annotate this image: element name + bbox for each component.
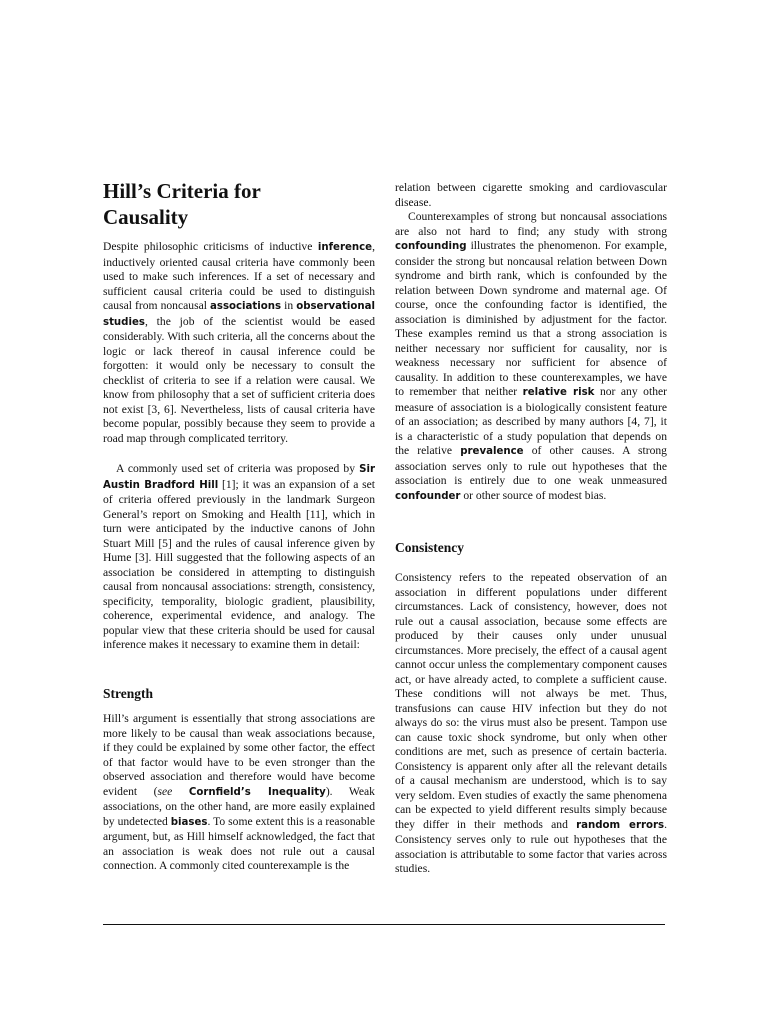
- section-heading-strength: Strength: [103, 686, 154, 701]
- keyword-link[interactable]: prevalence: [460, 446, 524, 457]
- title-line-1: Hill’s Criteria for: [103, 179, 261, 203]
- keyword-link[interactable]: inference: [317, 242, 373, 253]
- counterexamples-paragraph: Counterexamples of strong but noncausal associations are also not hard to find; any study with strong confounding illustrates the phenomenon. For example, consider the strong but noncausal relation between Down syndrome and birth rank, which is confounded by the relation between Down syndrome and maternal age. Of course, once the confounding factor is identified, the association is diminished by adjustment for the factor. These examples remind us that a strong association is neither necessary nor sufficient for causality, nor is weakness necessary nor sufficient for absence of causality. In addition to these counterexamples, we have to remember that neither relative risk nor any other measure of association is a biologically consistent feature of an association; as described by many authors [4, 7], it is a characteristic of a study population that depends on the relative prevalence of other causes. A strong association serves only to rule out hypotheses that the association is entirely due to one weak unmeasured confounder or other source of modest bias.: [395, 210, 667, 502]
- intro-paragraph: Despite philosophic criticisms of inductive inference, inductively oriented causal criteria have commonly been used to make such inferences. If a set of necessary and sufficient causal criteria could be used to distinguish causal from noncausal associations in observational studies, the job of the scientist would be eased considerably. With such criteria, all the concerns about the logic or lack thereof in causal inference could be forgotten: it would only be necessary to consult the checklist of criteria to see if a relation were causal. We know from philosophy that a set of sufficient criteria does not exist [3, 6]. Nevertheless, lists of causal criteria have become popular, possibly because they seem to provide a road map through complicated territory.: [103, 240, 375, 445]
- keyword-link[interactable]: confounding: [395, 241, 467, 252]
- keyword-link[interactable]: biases: [170, 816, 208, 828]
- keyword-link[interactable]: associations: [210, 301, 282, 312]
- consistency-paragraph: Consistency refers to the repeated observation of an association in different populations under different circumstances. Lack of consistency, however, does not rule out a causal association, because some effects are produced by their causes only under unusual circumstances. More precisely, the effect of a causal agent cannot occur unless the complementary component causes act, or have already acted, to complete a sufficient cause. These conditions will not always be met. Thus, transfusions can cause HIV infection but they do not always do so: the virus must also be present. Tampon use can cause toxic shock syndrome, but only when other conditions are met, such as presence of certain bacteria. Consistency is apparent only after all the relevant details of a causal mechanism are understood, which is to say very seldom. Even studies of exactly the same phenomena can be expected to yield different results simply because they differ in their methods and random errors. Consistency serves only to rule out hypotheses that the association is attributable to some factor that varies across studies.: [395, 571, 667, 875]
- hill-criteria-paragraph: A commonly used set of criteria was proposed by Sir Austin Bradford Hill [1]; it was an expansion of a set of criteria offered previously in the landmark Surgeon General’s report on Smoking and Health [11], which in turn were anticipated by the inductive canons of John Stuart Mill [5] and the rules of causal inference given by Hume [3]. Hill suggested that the following aspects of an association be considered in attempting to distinguish causal from noncausal associations: strength, consistency, specificity, temporality, biologic gradient, plausibility, coherence, experimental evidence, and analogy. The popular view that these criteria should be used for causal inference makes it necessary to examine them in detail:: [103, 462, 375, 651]
- article-title: [103, 178, 375, 230]
- keyword-link[interactable]: Sir Austin Bradford Hill: [103, 464, 375, 491]
- strength-paragraph: Hill’s argument is essentially that strong associations are more likely to be causal than weak associations because, if they could be explained by some other factor, the effect of that factor would have to be even stronger than the observed association and therefore would have become evident (see Cornfield’s Inequality). Weak associations, on the other hand, are more easily explained by undetected biases. To some extent this is a reasonable argument, but, as Hill himself acknowledged, the fact that an association is weak does not rule out a causal connection. A commonly cited counterexample is the: [103, 712, 375, 872]
- strength-continuation-paragraph: relation between cigarette smoking and cardiovascular disease.: [395, 181, 667, 209]
- keyword-link[interactable]: observational studies: [103, 301, 375, 328]
- keyword-link[interactable]: Cornfield’s Inequality: [188, 786, 326, 798]
- keyword-link[interactable]: random errors: [576, 819, 665, 831]
- title-line-2: Causality: [103, 205, 189, 229]
- keyword-link[interactable]: confounder: [395, 490, 461, 502]
- footer-rule: [103, 924, 665, 925]
- section-heading-consistency: Consistency: [395, 540, 465, 555]
- keyword-link[interactable]: relative risk: [522, 387, 595, 398]
